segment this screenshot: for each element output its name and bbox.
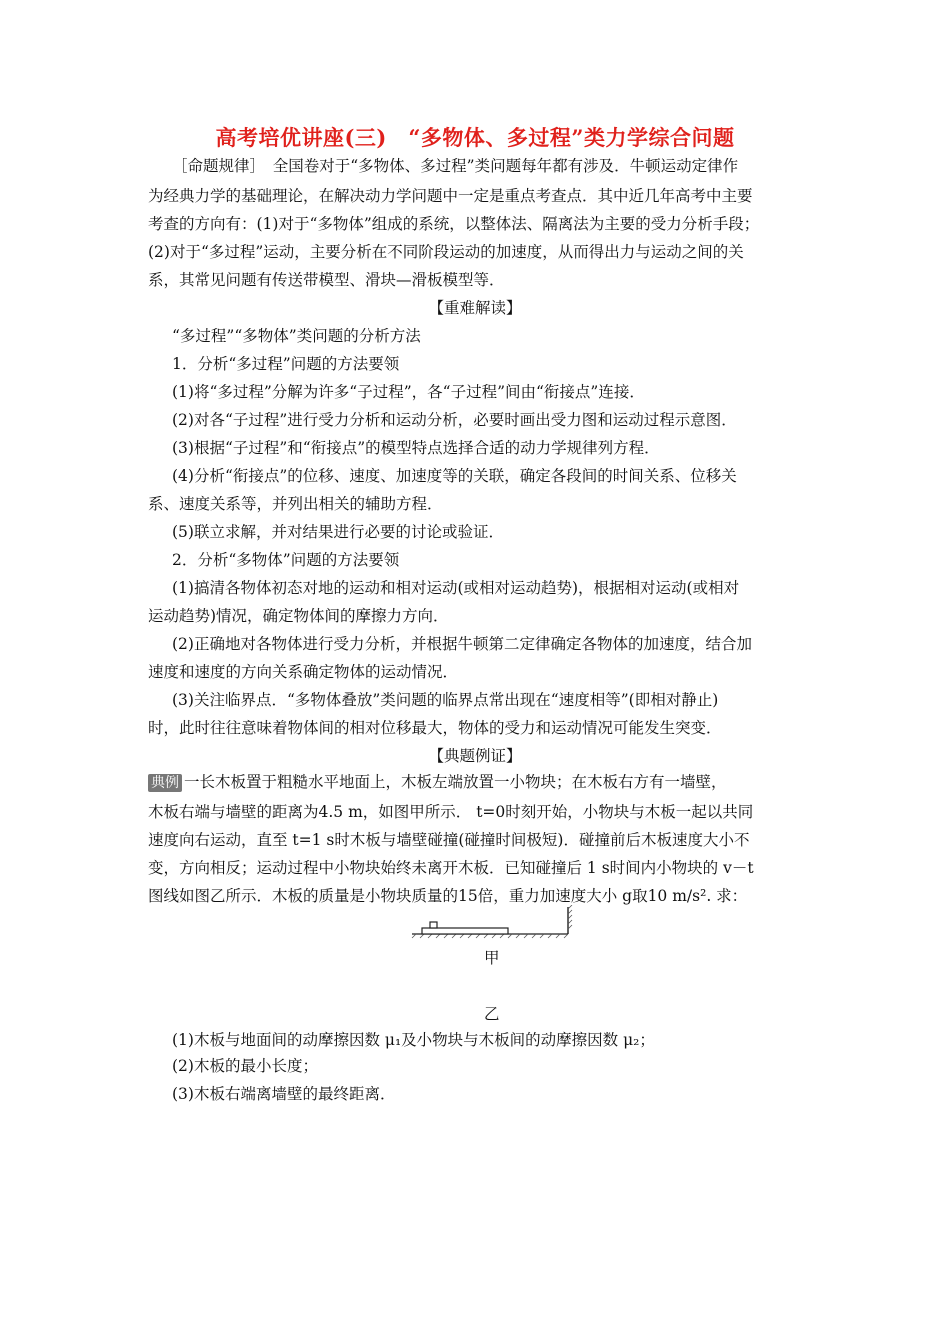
question-line: (3)木板右端离墙壁的最终距离． [172, 1085, 396, 1103]
analysis-line: 2．分析“多物体”问题的方法要领 [172, 551, 400, 569]
intro-line: 考查的方向有：(1)对于“多物体”组成的系统，以整体法、隔离法为主要的受力分析手段； [148, 215, 760, 233]
intro-line: 系，其常见问题有传送带模型、滑块—滑板模型等． [148, 271, 505, 289]
section-heading-key-points: 【重难解读】 [428, 299, 522, 317]
analysis-line: (3)根据“子过程”和“衔接点”的模型特点选择合适的动力学规律列方程． [172, 439, 660, 457]
analysis-line: (2)正确地对各物体进行受力分析，并根据牛顿第二定律确定各物体的加速度，结合加 [172, 635, 752, 653]
question-line: (2)木板的最小长度； [172, 1057, 318, 1075]
analysis-line: 1．分析“多过程”问题的方法要领 [172, 355, 400, 373]
figure-b-label: 乙 [484, 1005, 500, 1023]
example-tag: 典例 [148, 774, 182, 792]
analysis-line: (1)将“多过程”分解为许多“子过程”，各“子过程”间由“衔接点”连接． [172, 383, 645, 401]
example-line: 图线如图乙所示．木板的质量是小物块质量的15倍，重力加速度大小 g取10 m/s². 求： [148, 887, 748, 905]
analysis-line: 运动趋势)情况，确定物体间的摩擦力方向． [148, 607, 449, 625]
figure-a-label: 甲 [484, 949, 500, 967]
analysis-line: (2)对各“子过程”进行受力分析和运动分析，必要时画出受力图和运动过程示意图． [172, 411, 737, 429]
example-line: 木板右端与墙壁的距离为4.5 m，如图甲所示． t=0时刻开始，小物块与木板一起以共同 [148, 803, 754, 821]
analysis-line: 系、速度关系等，并列出相关的辅助方程． [148, 495, 443, 513]
figure-board-wall [408, 905, 588, 939]
analysis-line: (3)关注临界点．“多物体叠放”类问题的临界点常出现在“速度相等”(即相对静止) [172, 691, 719, 709]
example-text: 一长木板置于粗糙水平地面上，木板左端放置一小物块；在木板右方有一墙壁， [184, 773, 727, 791]
analysis-line: (4)分析“衔接点”的位移、速度、加速度等的关联，确定各段间的时间关系、位移关 [172, 467, 737, 485]
analysis-line: (5)联立求解，并对结果进行必要的讨论或验证． [172, 523, 504, 541]
intro-line: ［命题规律］ 全国卷对于“多物体、多过程”类问题每年都有涉及．牛顿运动定律作 [172, 157, 739, 175]
analysis-line: 时，此时往往意味着物体间的相对位移最大，物体的受力和运动情况可能发生突变． [148, 719, 722, 737]
analysis-line: 速度和速度的方向关系确定物体的运动情况． [148, 663, 459, 681]
intro-line: (2)对于“多过程”运动，主要分析在不同阶段运动的加速度，从而得出力与运动之间的关 [148, 243, 744, 261]
example-line: 速度向右运动，直至 t=1 s时木板与墙壁碰撞(碰撞时间极短)．碰撞前后木板速度大小不 [148, 831, 750, 849]
intro-line: 为经典力学的基础理论，在解决动力学问题中一定是重点考查点．其中近几年高考中主要 [148, 187, 753, 205]
page-title: 高考培优讲座(三) “多物体、多过程”类力学综合问题 [215, 125, 735, 150]
example-line [148, 772, 727, 792]
analysis-line: “多过程”“多物体”类问题的分析方法 [172, 327, 421, 345]
example-line: 变，方向相反；运动过程中小物块始终未离开木板．已知碰撞后 1 s时间内小物块的 v－t [148, 859, 754, 877]
section-heading-examples: 【典题例证】 [428, 747, 522, 765]
question-line: (1)木板与地面间的动摩擦因数 μ₁及小物块与木板间的动摩擦因数 μ₂； [172, 1031, 655, 1049]
analysis-line: (1)搞清各物体初态对地的运动和相对运动(或相对运动趋势)，根据相对运动(或相对 [172, 579, 740, 597]
